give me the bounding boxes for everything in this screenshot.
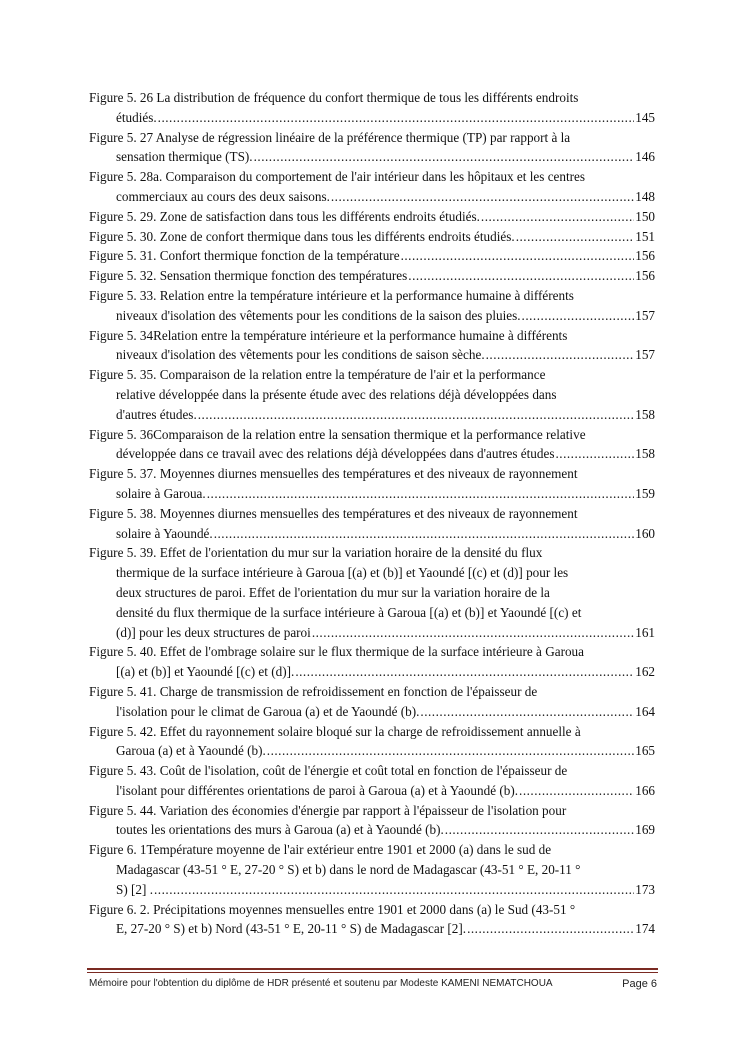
- toc-entry-last-line: [89, 108, 655, 128]
- dot-leader: [401, 246, 635, 266]
- dot-leader: [481, 207, 634, 227]
- toc-page-number: 166: [635, 782, 655, 798]
- toc-entry-text: sensation thermique (TS).: [116, 149, 253, 165]
- toc-entry-text: commerciaux au cours des deux saisons.: [116, 188, 330, 204]
- toc-entry-line: Figure 5. 40. Effet de l'ombrage solaire sur le flux thermique de la surface intérieure à Garoua: [89, 644, 585, 660]
- toc-entry-text: S) [2] .: [116, 881, 153, 897]
- toc-entry-line: relative développée dans la présente étude avec des relations déjà développées dans: [116, 386, 557, 402]
- toc-entry-last-line: [89, 623, 655, 643]
- toc-page-number: 158: [635, 406, 655, 422]
- dot-leader: [519, 781, 634, 801]
- toc-page-number: 151: [635, 228, 655, 244]
- dot-leader: [295, 662, 634, 682]
- toc-entry-line: Figure 5. 38. Moyennes diurnes mensuelles des températures et des niveaux de rayonnement: [89, 505, 578, 521]
- toc-entry[interactable]: [89, 128, 655, 168]
- toc-entry[interactable]: [89, 761, 655, 801]
- toc-entry[interactable]: [89, 227, 655, 247]
- toc-entry-text: développée dans ce travail avec des relations déjà développées dans d'autres études: [116, 446, 555, 462]
- toc-entry[interactable]: [89, 207, 655, 227]
- toc-entry-text: l'isolant pour différentes orientations de paroi à Garoua (a) et à Yaoundé (b).: [116, 782, 519, 798]
- toc-page-number: 156: [635, 248, 655, 264]
- toc-entry-text: l'isolation pour le climat de Garoua (a) et de Yaoundé (b).: [116, 703, 420, 719]
- toc-page-number: 157: [635, 307, 655, 323]
- dot-leader: [467, 919, 634, 939]
- toc-entry[interactable]: [89, 286, 655, 326]
- toc-entry-text: solaire à Garoua.: [116, 485, 206, 501]
- toc-entry[interactable]: [89, 365, 655, 424]
- toc-entry-line: Figure 6. 2. Précipitations moyennes mensuelles entre 1901 et 2000 dans (a) le Sud (43-51 °: [89, 901, 576, 917]
- toc-entry-last-line: [89, 227, 655, 247]
- toc-entry[interactable]: [89, 266, 655, 286]
- toc-entry-line: thermique de la surface intérieure à Garoua [(a) et (b)] et Yaoundé [(c) et (d)] pour les: [116, 565, 569, 581]
- toc-entry-text: niveaux d'isolation des vêtements pour les conditions de la saison des pluies.: [116, 307, 521, 323]
- toc-entry-line: Figure 6. 1Température moyenne de l'air extérieur entre 1901 et 2000 (a) dans le sud de: [89, 842, 552, 858]
- toc-entry-text: Figure 5. 29. Zone de satisfaction dans tous les différents endroits étudiés.: [89, 208, 480, 224]
- toc-entry-text: [(a) et (b)] et Yaoundé [(c) et (d)].: [116, 664, 295, 680]
- dot-leader: [198, 405, 634, 425]
- dot-leader: [312, 623, 634, 643]
- toc-entry-text: (d)] pour les deux structures de paroi: [116, 624, 311, 640]
- toc-page-number: 158: [635, 446, 655, 462]
- toc-entry-line: Figure 5. 27 Analyse de régression linéaire de la préférence thermique (TP) par rapport à la: [89, 129, 571, 145]
- toc-entry-last-line: [89, 444, 655, 464]
- toc-entry[interactable]: [89, 682, 655, 722]
- toc-entry-text: Figure 5. 32. Sensation thermique fonction des températures: [89, 268, 408, 284]
- toc-entry-line: Figure 5. 44. Variation des économies d'énergie par rapport à l'épaisseur de l'isolation pour: [89, 802, 567, 818]
- dot-leader: [267, 741, 634, 761]
- dot-leader: [522, 306, 635, 326]
- toc-entry-line: deux structures de paroi. Effet de l'orientation du mur sur la variation horaire de la: [116, 584, 550, 600]
- toc-entry-last-line: [89, 880, 655, 900]
- toc-page-number: 161: [635, 624, 655, 640]
- dot-leader: [445, 820, 634, 840]
- toc-entry-last-line: [89, 306, 655, 326]
- footer-text: Mémoire pour l'obtention du diplôme de HDR présenté et soutenu par Modeste KAMENI NEMATCHOUA: [89, 978, 553, 989]
- toc-entry-text: E, 27-20 ° S) et b) Nord (43-51 ° E, 20-11 ° S) de Madagascar [2].: [116, 921, 467, 937]
- footer-rule-thin: [87, 972, 658, 973]
- page-footer: [89, 978, 657, 990]
- dot-leader: [331, 187, 634, 207]
- toc-page-number: 156: [635, 268, 655, 284]
- toc-page-number: 159: [635, 485, 655, 501]
- toc-entry-text: Garoua (a) et à Yaoundé (b).: [116, 743, 266, 759]
- toc-entry-last-line: [89, 741, 655, 761]
- toc-entry[interactable]: [89, 840, 655, 899]
- toc-entry-last-line: [89, 246, 655, 266]
- toc-entry-text: étudiés.: [116, 109, 157, 125]
- toc-entry-last-line: [89, 405, 655, 425]
- toc-entry[interactable]: [89, 246, 655, 266]
- toc-entry-line: Figure 5. 36Comparaison de la relation entre la sensation thermique et la performance relative: [89, 426, 586, 442]
- dot-leader: [420, 702, 634, 722]
- table-of-figures: [89, 88, 655, 939]
- toc-entry-line: Figure 5. 33. Relation entre la température intérieure et la performance humaine à différents: [89, 287, 574, 303]
- dot-leader: [214, 524, 635, 544]
- toc-page-number: 165: [635, 743, 655, 759]
- toc-page-number: 162: [635, 664, 655, 680]
- toc-entry-line: Figure 5. 26 La distribution de fréquence du confort thermique de tous les différents endroits: [89, 90, 579, 105]
- toc-entry-line: Figure 5. 37. Moyennes diurnes mensuelles des températures et des niveaux de rayonnement: [89, 466, 578, 482]
- toc-entry[interactable]: [89, 504, 655, 544]
- toc-entry-last-line: [89, 187, 655, 207]
- toc-entry-last-line: [89, 702, 655, 722]
- toc-entry-last-line: [89, 919, 655, 939]
- toc-entry-last-line: [89, 484, 655, 504]
- toc-entry[interactable]: [89, 326, 655, 366]
- toc-entry-line: Figure 5. 43. Coût de l'isolation, coût de l'énergie et coût total en fonction de l'épaisseur de: [89, 763, 568, 779]
- toc-entry-line: Figure 5. 42. Effet du rayonnement solaire bloqué sur la charge de refroidissement annuelle à: [89, 723, 581, 739]
- toc-page-number: 173: [635, 881, 655, 897]
- toc-entry-text: Figure 5. 30. Zone de confort thermique dans tous les différents endroits étudiés.: [89, 228, 515, 244]
- toc-entry-line: Figure 5. 41. Charge de transmission de refroidissement en fonction de l'épaisseur de: [89, 683, 538, 699]
- toc-page-number: 164: [635, 703, 655, 719]
- toc-entry[interactable]: [89, 642, 655, 682]
- toc-entry-last-line: [89, 147, 655, 167]
- toc-entry-last-line: [89, 524, 655, 544]
- dot-leader: [408, 266, 634, 286]
- toc-entry-text: solaire à Yaoundé.: [116, 525, 213, 541]
- toc-entry-last-line: [89, 662, 655, 682]
- toc-entry-line: densité du flux thermique de la surface intérieure à Garoua [(a) et (b)] et Yaoundé [(c) et: [116, 604, 582, 620]
- toc-page-number: 160: [635, 525, 655, 541]
- toc-entry-last-line: [89, 345, 655, 365]
- dot-leader: [254, 147, 635, 167]
- toc-entry[interactable]: [89, 464, 655, 504]
- toc-entry-line: Figure 5. 39. Effet de l'orientation du mur sur la variation horaire de la densité du flux: [89, 545, 543, 561]
- toc-page-number: 169: [635, 822, 655, 838]
- toc-entry-line: Figure 5. 28a. Comparaison du comportement de l'air intérieur dans les hôpitaux et les centres: [89, 169, 586, 185]
- dot-leader: [486, 345, 635, 365]
- page-number: Page 6: [622, 978, 657, 990]
- dot-leader: [207, 484, 635, 504]
- toc-page-number: 145: [635, 109, 655, 125]
- toc-entry-text: toutes les orientations des murs à Garoua (a) et à Yaoundé (b).: [116, 822, 444, 838]
- toc-entry-last-line: [89, 207, 655, 227]
- footer-rule: [87, 968, 658, 970]
- toc-entry[interactable]: [89, 900, 655, 940]
- toc-entry[interactable]: [89, 88, 655, 128]
- toc-page-number: 174: [635, 921, 655, 937]
- toc-page-number: 157: [635, 347, 655, 363]
- toc-entry-text: niveaux d'isolation des vêtements pour les conditions de saison sèche.: [116, 347, 485, 363]
- dot-leader: [154, 880, 634, 900]
- toc-entry-line: Madagascar (43-51 ° E, 27-20 ° S) et b) dans le nord de Madagascar (43-51 ° E, 20-11 °: [116, 862, 581, 878]
- toc-entry[interactable]: [89, 801, 655, 841]
- toc-entry-text: d'autres études.: [116, 406, 197, 422]
- toc-entry-last-line: [89, 820, 655, 840]
- toc-entry-text: Figure 5. 31. Confort thermique fonction de la température: [89, 248, 400, 264]
- toc-entry[interactable]: [89, 167, 655, 207]
- toc-page-number: 148: [635, 188, 655, 204]
- toc-entry-last-line: [89, 266, 655, 286]
- toc-entry-line: Figure 5. 35. Comparaison de la relation entre la température de l'air et la performance: [89, 367, 546, 383]
- toc-entry-line: Figure 5. 34Relation entre la température intérieure et la performance humaine à différents: [89, 327, 568, 343]
- toc-entry[interactable]: [89, 543, 655, 642]
- dot-leader: [555, 444, 634, 464]
- dot-leader: [516, 227, 635, 247]
- toc-entry-last-line: [89, 781, 655, 801]
- toc-page-number: 150: [635, 208, 655, 224]
- dot-leader: [158, 108, 635, 128]
- toc-page-number: 146: [635, 149, 655, 165]
- toc-entry[interactable]: [89, 425, 655, 465]
- toc-entry[interactable]: [89, 722, 655, 762]
